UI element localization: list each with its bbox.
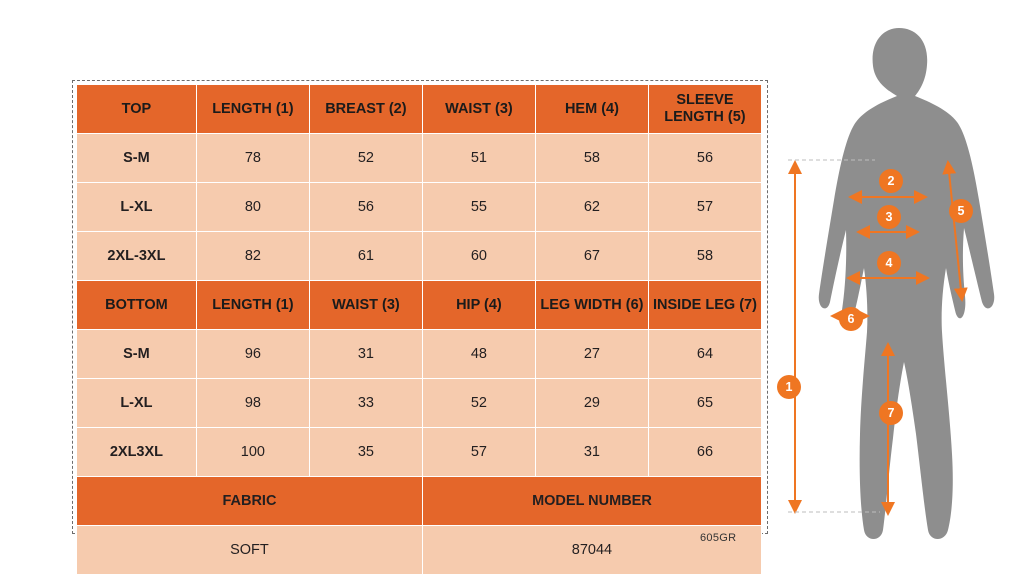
marker-7: 7 bbox=[880, 402, 902, 424]
marker-1: 1 bbox=[778, 376, 800, 398]
row-label: 2XL3XL bbox=[77, 428, 197, 477]
cell-value: 48 bbox=[422, 330, 535, 379]
cell-value: 27 bbox=[535, 330, 648, 379]
measurement-figure bbox=[770, 14, 1024, 570]
cell-value: 52 bbox=[309, 134, 422, 183]
cell-value: 60 bbox=[422, 232, 535, 281]
top-header-cell-3: WAIST (3) bbox=[422, 85, 535, 134]
fabric-model-header-row bbox=[77, 477, 762, 526]
cell-value: 67 bbox=[535, 232, 648, 281]
table-row bbox=[77, 330, 762, 379]
bottom-header-cell-0: BOTTOM bbox=[77, 281, 197, 330]
bottom-header-row bbox=[77, 281, 762, 330]
row-label: 2XL-3XL bbox=[77, 232, 197, 281]
cell-value: 57 bbox=[422, 428, 535, 477]
top-header-cell-2: BREAST (2) bbox=[309, 85, 422, 134]
style-code: 605GR bbox=[700, 532, 737, 544]
size-chart-table bbox=[76, 84, 762, 575]
model-number-header: MODEL NUMBER bbox=[422, 477, 761, 526]
cell-value: 66 bbox=[648, 428, 761, 477]
cell-value: 56 bbox=[309, 183, 422, 232]
cell-value: 98 bbox=[196, 379, 309, 428]
body-silhouette bbox=[819, 28, 995, 539]
model-number-value: 87044 bbox=[422, 526, 761, 575]
cell-value: 100 bbox=[196, 428, 309, 477]
table-row bbox=[77, 428, 762, 477]
cell-value: 55 bbox=[422, 183, 535, 232]
cell-value: 35 bbox=[309, 428, 422, 477]
cell-value: 31 bbox=[535, 428, 648, 477]
marker-3: 3 bbox=[878, 206, 900, 228]
table-row bbox=[77, 134, 762, 183]
top-header-cell-4: HEM (4) bbox=[535, 85, 648, 134]
cell-value: 62 bbox=[535, 183, 648, 232]
top-header-row bbox=[77, 85, 762, 134]
size-chart-table-wrapper bbox=[76, 84, 762, 575]
cell-value: 80 bbox=[196, 183, 309, 232]
bottom-header-cell-3: HIP (4) bbox=[422, 281, 535, 330]
cell-value: 78 bbox=[196, 134, 309, 183]
cell-value: 96 bbox=[196, 330, 309, 379]
fabric-value: SOFT bbox=[77, 526, 423, 575]
table-row bbox=[77, 183, 762, 232]
cell-value: 64 bbox=[648, 330, 761, 379]
fabric-model-value-row bbox=[77, 526, 762, 575]
marker-2: 2 bbox=[880, 170, 902, 192]
table-row bbox=[77, 232, 762, 281]
cell-value: 58 bbox=[535, 134, 648, 183]
row-label: S-M bbox=[77, 134, 197, 183]
fabric-header: FABRIC bbox=[77, 477, 423, 526]
cell-value: 33 bbox=[309, 379, 422, 428]
cell-value: 57 bbox=[648, 183, 761, 232]
cell-value: 52 bbox=[422, 379, 535, 428]
marker-4: 4 bbox=[878, 252, 900, 274]
row-label: S-M bbox=[77, 330, 197, 379]
cell-value: 29 bbox=[535, 379, 648, 428]
marker-6: 6 bbox=[840, 308, 862, 330]
row-label: L-XL bbox=[77, 183, 197, 232]
cell-value: 31 bbox=[309, 330, 422, 379]
top-header-cell-1: LENGTH (1) bbox=[196, 85, 309, 134]
bottom-header-cell-4: LEG WIDTH (6) bbox=[535, 281, 648, 330]
table-row bbox=[77, 379, 762, 428]
top-header-cell-5: SLEEVE LENGTH (5) bbox=[648, 85, 761, 134]
bottom-header-cell-2: WAIST (3) bbox=[309, 281, 422, 330]
cell-value: 82 bbox=[196, 232, 309, 281]
cell-value: 58 bbox=[648, 232, 761, 281]
cell-value: 56 bbox=[648, 134, 761, 183]
bottom-header-cell-5: INSIDE LEG (7) bbox=[648, 281, 761, 330]
cell-value: 61 bbox=[309, 232, 422, 281]
row-label: L-XL bbox=[77, 379, 197, 428]
bottom-header-cell-1: LENGTH (1) bbox=[196, 281, 309, 330]
cell-value: 51 bbox=[422, 134, 535, 183]
top-header-cell-0: TOP bbox=[77, 85, 197, 134]
cell-value: 65 bbox=[648, 379, 761, 428]
marker-5: 5 bbox=[950, 200, 972, 222]
